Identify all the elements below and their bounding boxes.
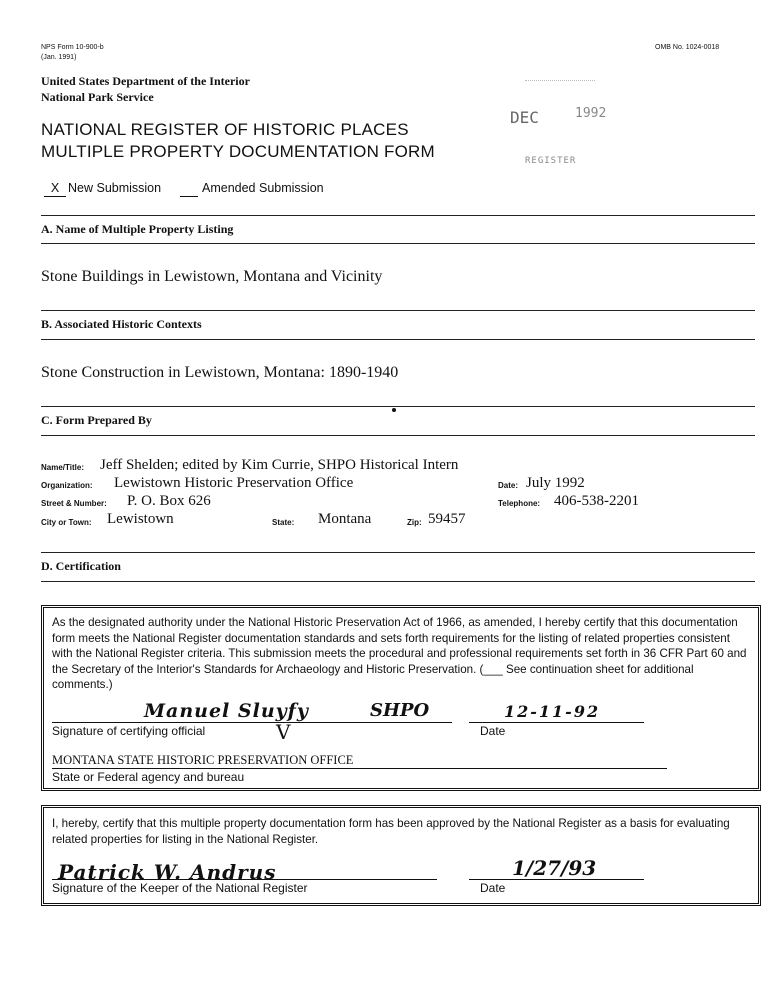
continuation-sheet-checkbox[interactable]: ___ (483, 662, 503, 676)
certifying-date: 12-11-92 (504, 702, 601, 721)
certifying-role: SHPO (370, 700, 430, 721)
section-a-heading: A. Name of Multiple Property Listing (41, 222, 234, 236)
form-number: NPS Form 10-900-b (41, 44, 104, 51)
signature-flourish: V (276, 720, 291, 744)
zip-value: 59457 (428, 511, 466, 527)
state-label: State: (272, 518, 295, 527)
divider (41, 339, 755, 340)
speck (392, 408, 396, 412)
divider (41, 243, 755, 244)
form-title-line2: MULTIPLE PROPERTY DOCUMENTATION FORM (41, 142, 435, 161)
new-submission-checkbox[interactable]: X (44, 181, 66, 197)
divider (41, 215, 755, 216)
date-value: July 1992 (526, 475, 585, 491)
certification-text (52, 615, 752, 693)
date-label: Date: (498, 481, 519, 490)
signature-line (52, 722, 452, 723)
omb-number: OMB No. 1024-0018 (655, 44, 720, 51)
street-label: Street & Number: (41, 499, 107, 508)
divider (41, 581, 755, 582)
certification-text-tail: See continuation sheet for additional comments.) (52, 662, 694, 691)
keeper-text: I, hereby, certify that this multiple property documentation form has been approved by the National Register as a basis for evaluating related properties for listing in the National Register. (52, 817, 730, 846)
date-line (469, 722, 644, 723)
state-value: Montana (318, 511, 372, 527)
department-name: United States Department of the Interior (41, 74, 250, 88)
city-label: City or Town: (41, 518, 92, 527)
keeper-signature: Patrick W. Andrus (58, 860, 277, 884)
form-date: (Jan. 1991) (41, 54, 77, 61)
divider (41, 435, 755, 436)
divider (41, 552, 755, 553)
stamp-month: DEC (510, 108, 539, 127)
name-title-label: Name/Title: (41, 463, 84, 472)
historic-context: Stone Construction in Lewistown, Montana: 1890-1940 (41, 364, 399, 381)
certification-text-main: As the designated authority under the National Historic Preservation Act of 1966, as amended, I hereby certify that this documentation form meets the National Register documentation standards and sets forth requirements for the listing of related properties consistent with the National Register criteria. This submission meets the procedural and professional requirements set forth in 36 CFR Part 60 and the Secretary of the Interior's Standards for Archaeology and Historic Preservation. ( (52, 616, 747, 676)
amended-submission-label: Amended Submission (202, 181, 324, 195)
keeper-date-line (469, 879, 644, 880)
received-stamp (505, 72, 615, 172)
divider (41, 406, 755, 407)
telephone-label: Telephone: (498, 499, 541, 508)
organization-value: Lewistown Historic Preservation Office (114, 475, 354, 491)
street-value: P. O. Box 626 (127, 493, 211, 509)
signature-label: Signature of certifying official (52, 724, 206, 738)
new-submission-label: New Submission (68, 181, 162, 195)
keeper-date-label: Date (480, 881, 506, 895)
city-value: Lewistown (107, 511, 174, 527)
name-title-value: Jeff Shelden; edited by Kim Currie, SHPO Historical Intern (100, 457, 459, 473)
zip-label: Zip: (407, 518, 422, 527)
telephone-value: 406-538-2201 (554, 493, 639, 509)
section-c-heading: C. Form Prepared By (41, 413, 152, 427)
stamp-register: REGISTER (525, 156, 577, 166)
certifying-signature: Manuel Sluyfy (144, 700, 309, 722)
keeper-box (41, 805, 761, 906)
stamp-year: 1992 (575, 106, 607, 121)
form-title-line1: NATIONAL REGISTER OF HISTORIC PLACES (41, 120, 409, 139)
agency-line (52, 768, 667, 769)
keeper-signature-label: Signature of the Keeper of the National Register (52, 881, 308, 895)
stamp-dots (525, 80, 595, 81)
keeper-date: 1/27/93 (512, 856, 597, 880)
amended-submission-checkbox[interactable] (180, 181, 198, 197)
keeper-signature-line (52, 879, 437, 880)
agency-value: MONTANA STATE HISTORIC PRESERVATION OFFICE (52, 753, 354, 767)
section-d-heading: D. Certification (41, 559, 121, 573)
certifying-date-label: Date (480, 724, 506, 738)
section-b-heading: B. Associated Historic Contexts (41, 317, 202, 331)
divider (41, 310, 755, 311)
multiple-property-name: Stone Buildings in Lewistown, Montana and Vicinity (41, 268, 383, 285)
organization-label: Organization: (41, 481, 93, 490)
agency-label: State or Federal agency and bureau (52, 770, 245, 784)
certification-box (41, 605, 761, 791)
service-name: National Park Service (41, 90, 154, 104)
